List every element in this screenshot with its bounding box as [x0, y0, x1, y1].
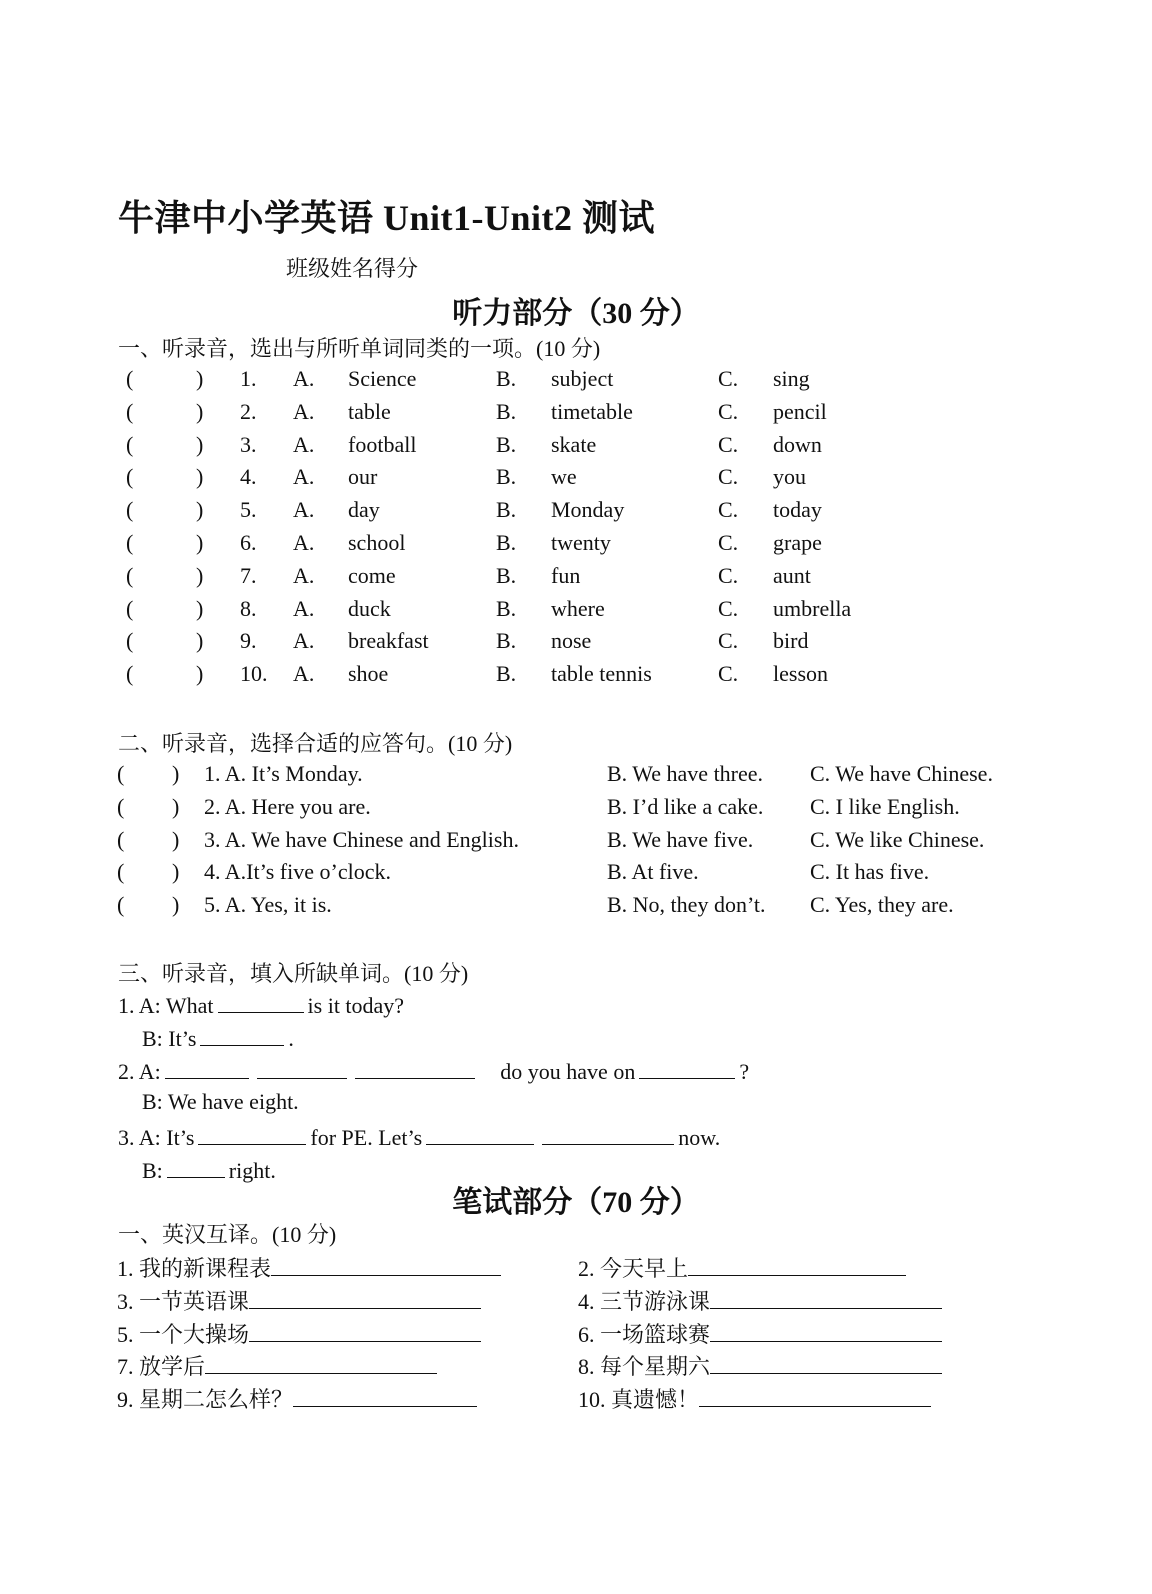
question-number: 5. [240, 497, 257, 523]
answer-paren-open[interactable]: ( [126, 628, 134, 654]
option-a[interactable]: Science [348, 366, 417, 391]
response-option-c[interactable]: C. It has five. [810, 859, 930, 885]
answer-blank[interactable] [542, 1122, 674, 1145]
response-option-b[interactable]: B. No, they don’t. [607, 892, 766, 918]
answer-paren-close[interactable]: ) [196, 431, 204, 457]
translation-prompt: 8. 每个星期六 [578, 1354, 711, 1380]
translation-item [117, 1350, 437, 1381]
question-number: 9. [240, 628, 257, 654]
option-b[interactable]: table tennis [551, 661, 652, 687]
answer-paren-open[interactable]: ( [126, 661, 134, 687]
answer-paren-open[interactable]: ( [126, 562, 134, 588]
response-option-b[interactable]: B. I’d like a cake. [607, 793, 764, 819]
response-option-b[interactable]: B. At five. [607, 859, 699, 885]
question-number: 4. [240, 464, 257, 490]
option-letter-a: A. [293, 595, 315, 621]
answer-paren-close[interactable]: ) [196, 562, 204, 588]
answer-paren-close[interactable]: ) [196, 595, 204, 621]
option-letter-c: C. [718, 398, 739, 424]
option-letter-a: A. [293, 464, 315, 490]
fill-text: 2. A: [118, 1059, 161, 1084]
option-letter-a: A. [293, 628, 315, 654]
fill-text: ? [739, 1059, 750, 1084]
answer-paren-open[interactable]: ( [126, 464, 134, 490]
option-letter-b: B. [496, 366, 517, 391]
option-a[interactable]: day [348, 497, 380, 523]
option-b[interactable]: Monday [551, 497, 625, 523]
option-b[interactable]: twenty [551, 530, 611, 555]
answer-blank[interactable] [293, 1384, 477, 1407]
answer-paren-open[interactable]: ( [126, 366, 134, 391]
answer-paren-close[interactable]: ) [196, 497, 204, 523]
option-letter-a: A. [293, 366, 315, 391]
option-letter-c: C. [718, 595, 739, 621]
fill-text: right. [228, 1158, 276, 1183]
translation-prompt: 4. 三节游泳课 [578, 1288, 711, 1314]
answer-paren-open[interactable]: ( [117, 859, 125, 885]
fill-line-1 [118, 990, 404, 1019]
option-letter-b: B. [496, 628, 517, 654]
answer-blank[interactable] [639, 1056, 735, 1079]
fill-text: do you have on [500, 1059, 636, 1084]
option-a[interactable]: table [348, 398, 391, 424]
answer-paren-close[interactable]: ) [172, 793, 180, 819]
translation-item [578, 1350, 942, 1381]
answer-paren-open[interactable]: ( [117, 826, 125, 852]
option-letter-c: C. [718, 562, 739, 588]
option-letter-b: B. [496, 530, 517, 555]
fill-text: B: [142, 1158, 163, 1183]
translation-item [578, 1285, 942, 1316]
fill-line-4: B: We have eight. [142, 1089, 299, 1114]
translation-prompt: 7. 放学后 [117, 1354, 206, 1380]
listening-part1-heading: 一、听录音，选出与所听单词同类的一项。(10 分) [118, 336, 601, 361]
response-option-a[interactable]: 5. A. Yes, it is. [204, 892, 332, 918]
answer-paren-close[interactable]: ) [172, 859, 180, 885]
answer-paren-close[interactable]: ) [196, 398, 204, 424]
student-info-line: 班级姓名得分 [286, 256, 419, 281]
fill-text: is it today? [307, 993, 405, 1018]
option-letter-a: A. [293, 530, 315, 555]
translation-item [578, 1252, 906, 1283]
answer-paren-close[interactable]: ) [196, 464, 204, 490]
option-c[interactable]: aunt [773, 562, 811, 588]
answer-blank[interactable] [205, 1351, 437, 1374]
response-option-c[interactable]: C. We like Chinese. [810, 826, 985, 852]
answer-paren-close[interactable]: ) [172, 761, 180, 786]
translation-prompt: 6. 一场篮球赛 [578, 1321, 711, 1347]
option-b[interactable]: skate [551, 431, 597, 457]
translation-prompt: 3. 一节英语课 [117, 1288, 250, 1314]
option-letter-c: C. [718, 628, 739, 654]
option-c[interactable]: lesson [773, 661, 828, 687]
option-letter-a: A. [293, 562, 315, 588]
option-b[interactable]: where [551, 595, 605, 621]
option-c[interactable]: umbrella [773, 595, 852, 621]
answer-paren-close[interactable]: ) [172, 826, 180, 852]
translation-prompt: 10. 真遗憾！ [578, 1387, 700, 1413]
option-a[interactable]: shoe [348, 661, 389, 687]
response-option-c[interactable]: C. We have Chinese. [810, 761, 993, 786]
option-b[interactable]: subject [551, 366, 614, 391]
translation-prompt: 9. 星期二怎么样？ [117, 1387, 294, 1413]
option-letter-c: C. [718, 530, 739, 555]
translation-item [117, 1383, 477, 1414]
option-c[interactable]: today [773, 497, 822, 523]
translation-item [117, 1285, 481, 1316]
response-option-b[interactable]: B. We have three. [607, 761, 764, 786]
option-a[interactable]: school [348, 530, 406, 555]
option-letter-b: B. [496, 398, 517, 424]
response-option-c[interactable]: C. Yes, they are. [810, 892, 954, 918]
answer-blank[interactable] [218, 990, 304, 1013]
response-option-a[interactable]: 1. A. It’s Monday. [204, 761, 363, 786]
answer-paren-close[interactable]: ) [196, 530, 204, 555]
answer-blank[interactable] [688, 1253, 906, 1276]
option-letter-b: B. [496, 497, 517, 523]
fill-line-3 [118, 1056, 749, 1085]
option-letter-c: C. [718, 661, 739, 687]
answer-blank[interactable] [710, 1319, 942, 1342]
answer-blank[interactable] [249, 1319, 481, 1342]
fill-text: 1. A: What [118, 993, 214, 1018]
answer-blank[interactable] [271, 1253, 501, 1276]
answer-paren-open[interactable]: ( [126, 530, 134, 555]
option-letter-b: B. [496, 464, 517, 490]
answer-paren-open[interactable]: ( [126, 431, 134, 457]
option-c[interactable]: grape [773, 530, 822, 555]
response-option-c[interactable]: C. I like English. [810, 793, 960, 819]
question-number: 8. [240, 595, 257, 621]
option-b[interactable]: fun [551, 562, 581, 588]
answer-paren-open[interactable]: ( [117, 761, 125, 786]
question-number: 6. [240, 530, 257, 555]
answer-paren-open[interactable]: ( [126, 398, 134, 424]
option-letter-c: C. [718, 497, 739, 523]
option-letter-c: C. [718, 431, 739, 457]
option-b[interactable]: nose [551, 628, 592, 654]
question-number: 7. [240, 562, 257, 588]
option-c[interactable]: you [773, 464, 806, 490]
option-letter-b: B. [496, 562, 517, 588]
listening-section-header: 听力部分（30 分） [452, 297, 700, 330]
answer-paren-open[interactable]: ( [126, 595, 134, 621]
option-letter-a: A. [293, 431, 315, 457]
translation-prompt: 2. 今天早上 [578, 1256, 689, 1281]
listening-part2-heading: 二、听录音，选择合适的应答句。(10 分) [118, 731, 513, 756]
answer-blank[interactable] [165, 1056, 249, 1079]
answer-blank[interactable] [355, 1056, 475, 1079]
fill-line-2 [142, 1023, 294, 1052]
option-b[interactable]: timetable [551, 398, 633, 424]
question-number: 10. [240, 661, 268, 687]
option-letter-b: B. [496, 431, 517, 457]
fill-line-5 [118, 1122, 720, 1151]
written-part1-heading: 一、英汉互译。(10 分) [118, 1222, 337, 1247]
fill-text: for PE. Let’s [310, 1125, 423, 1150]
answer-paren-open[interactable]: ( [126, 497, 134, 523]
page-title: 牛津中小学英语 Unit1-Unit2 测试 [118, 198, 656, 238]
answer-blank[interactable] [198, 1122, 306, 1145]
fill-text: 3. A: It’s [118, 1125, 195, 1150]
question-number: 1. [240, 366, 257, 391]
option-letter-b: B. [496, 661, 517, 687]
fill-text: now. [678, 1125, 721, 1150]
option-letter-a: A. [293, 661, 315, 687]
translation-prompt: 1. 我的新课程表 [117, 1256, 272, 1281]
question-number: 2. [240, 398, 257, 424]
option-letter-c: C. [718, 464, 739, 490]
answer-blank[interactable] [200, 1023, 284, 1046]
fill-text: . [288, 1026, 294, 1051]
response-option-a[interactable]: 4. A.It’s five o’clock. [204, 859, 391, 885]
translation-item [117, 1252, 501, 1283]
response-option-a[interactable]: 3. A. We have Chinese and English. [204, 826, 519, 852]
answer-paren-open[interactable]: ( [117, 793, 125, 819]
listening-part3-heading: 三、听录音，填入所缺单词。(10 分) [118, 961, 469, 986]
answer-blank[interactable] [699, 1384, 931, 1407]
option-b[interactable]: we [551, 464, 577, 490]
option-a[interactable]: breakfast [348, 628, 429, 654]
option-letter-a: A. [293, 398, 315, 424]
answer-paren-close[interactable]: ) [196, 661, 204, 687]
translation-item [578, 1383, 931, 1414]
answer-blank[interactable] [426, 1122, 534, 1145]
translation-item [578, 1318, 942, 1349]
answer-blank[interactable] [710, 1286, 942, 1309]
answer-blank[interactable] [249, 1286, 481, 1309]
answer-blank[interactable] [257, 1056, 347, 1079]
question-number: 3. [240, 431, 257, 457]
written-section-header: 笔试部分（70 分） [452, 1186, 700, 1219]
option-c[interactable]: bird [773, 628, 809, 654]
answer-paren-close[interactable]: ) [196, 628, 204, 654]
option-a[interactable]: come [348, 562, 396, 588]
option-a[interactable]: our [348, 464, 378, 490]
response-option-a[interactable]: 2. A. Here you are. [204, 793, 371, 819]
translation-prompt: 5. 一个大操场 [117, 1321, 250, 1347]
option-a[interactable]: football [348, 431, 417, 457]
answer-blank[interactable] [710, 1351, 942, 1374]
option-letter-a: A. [293, 497, 315, 523]
option-letter-c: C. [718, 366, 739, 391]
answer-paren-close[interactable]: ) [172, 892, 180, 918]
answer-paren-close[interactable]: ) [196, 366, 204, 391]
option-c[interactable]: down [773, 431, 822, 457]
translation-item [117, 1318, 481, 1349]
option-letter-b: B. [496, 595, 517, 621]
option-c[interactable]: pencil [773, 398, 827, 424]
fill-text: B: It’s [142, 1026, 197, 1051]
answer-blank[interactable] [167, 1155, 225, 1178]
option-c[interactable]: sing [773, 366, 810, 391]
option-a[interactable]: duck [348, 595, 391, 621]
response-option-b[interactable]: B. We have five. [607, 826, 754, 852]
answer-paren-open[interactable]: ( [117, 892, 125, 918]
